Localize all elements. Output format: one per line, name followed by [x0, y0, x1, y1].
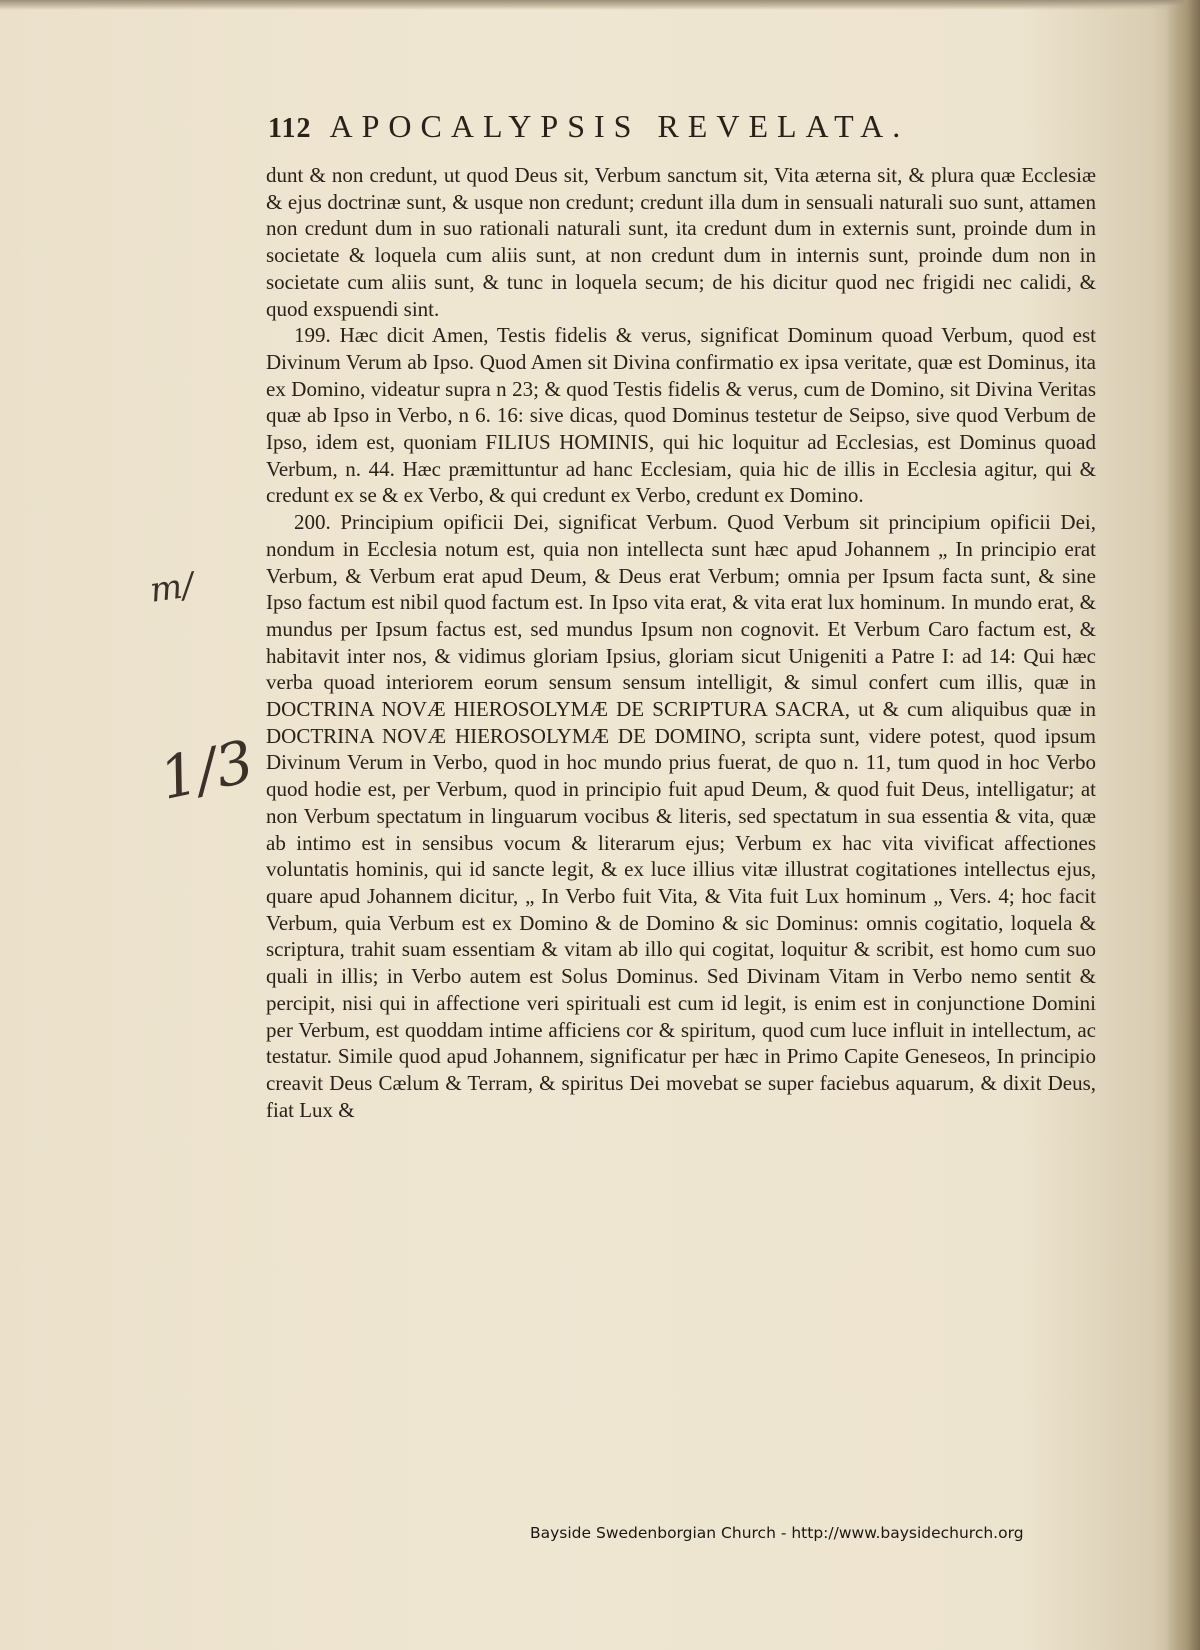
- running-head: [268, 108, 1068, 148]
- footer-credit: Bayside Swedenborgian Church - http://www.baysidechurch.org: [530, 1524, 1024, 1542]
- paragraph-200: 200. Principium opificii Dei, significat Verbum. Quod Verbum sit principium opificii Dei, nondum in Ecclesia notum est, quia non intellecta sunt hæc apud Johannem „ In principio erat Verbum, & Verbum erat apud Deum, & Deus erat Verbum; omnia per Ipsum facta sunt, & sine Ipso factum est nibil quod factum est. In Ipso vita erat, & vita erat lux hominum. In mundo erat, & mundus per Ipsum factus est, sed mundus Ipsum non cognovit. Et Verbum Caro factum est, & habitavit inter nos, & vidimus gloriam Ipsius, gloriam sicut Unigeniti a Patre I: ad 14: Qui hæc verba quoad interiorem eorum sensum sensum intelligit, & simul confert cum illis, quæ in DOCTRINA NOVÆ HIEROSOLYMÆ DE SCRIPTURA SACRA, ut & cum aliquibus quæ in DOCTRINA NOVÆ HIEROSOLYMÆ DE DOMINO, scripta sunt, videre potest, quod ipsum Divinum Verum in Verbo, quod in hoc mundo prius fuerat, de quo n. 11, tum quod in hoc Verbo quod hodie est, per Verbum, quod in principio fuit apud Deum, & quod fuit Deus, intelligatur; at non Verbum spectatum in linguarum vocibus & literis, sed spectatum in sua essentia & vita, quæ ab intimo est in sensibus vocum & literarum ejus; Verbum ex hac vita vivificat affectiones voluntatis hominis, qui id sancte legit, & ex luce illius vitæ illustrat cogitationes intellectus ejus, quare apud Johannem dicitur, „ In Verbo fuit Vita, & Vita fuit Lux hominum „ Vers. 4; hoc facit Verbum, quia Verbum est ex Domino & de Domino & sic Dominus: omnis cogitatio, loquela & scriptura, trahit suam essentiam & vitam ab illo qui cogitat, loquitur & scribit, est homo cum suo quali in illis; in Verbo autem est Solus Dominus. Sed Divinam Vitam in Verbo nemo sentit & percipit, nisi qui in affectione veri spirituali est cum id legit, is enim est in conjunctione Domini per Verbum, est quoddam intime afficiens cor & spiritum, quod cum luce influit in intellectum, ac testatur. Simile quod apud Johannem, significatur per hæc in Primo Capite Geneseos, In principio creavit Deus Cælum & Terram, & spiritus Dei movebat se super faciebus aquarum, & dixit Deus, fiat Lux &: [266, 510, 1096, 1122]
- text-block: [266, 162, 1096, 1382]
- paragraph-199: 199. Hæc dicit Amen, Testis fidelis & verus, significat Dominum quoad Verbum, quod est Divinum Verum ab Ipso. Quod Amen sit Divina confirmatio ex ipsa veritate, quæ est Dominus, ita ex Domino, videatur supra n 23; & quod Testis fidelis & verus, cum de Domino, sit Divina Veritas quæ ab Ipso in Verbo, n 6. 16: sive dicas, quod Dominus testetur de Seipso, sive quod Verbum de Ipso, idem est, quoniam FILIUS HOMINIS, qui hic loquitur ad Ecclesias, est Dominus quoad Verbum, n. 44. Hæc præmittuntur ad hanc Ecclesiam, quia hic de illis in Ecclesia agitur, qui & credunt ex se & ex Verbo, & qui credunt ex Verbo, credunt ex Domino.: [266, 323, 1096, 508]
- running-title: APOCALYPSIS REVELATA.: [329, 108, 910, 144]
- page-number: 112: [268, 113, 312, 144]
- paragraph-continuation: dunt & non credunt, ut quod Deus sit, Verbum sanctum sit, Vita æterna sit, & plura quæ Ecclesiæ & ejus doctrinæ sunt, & usque non credunt; credunt illa dum in sensuali naturali suo sunt, attamen non credunt dum in suo rationali naturali sunt, ita credunt dum in externis sunt, proinde dum in societate & loquela cum aliis sunt, at non credunt dum in internis sunt, proinde dum non in societate cum aliis sunt, & tunc in loquela secum; de his dicitur quod nec frigidi nec calidi, & quod exspuendi sint.: [266, 163, 1096, 321]
- page-edge-top: [0, 0, 1200, 10]
- book-spine-shadow: [1166, 0, 1200, 1650]
- handwritten-margin-note: 1/3: [153, 727, 260, 813]
- handwritten-margin-note: m/: [147, 565, 197, 611]
